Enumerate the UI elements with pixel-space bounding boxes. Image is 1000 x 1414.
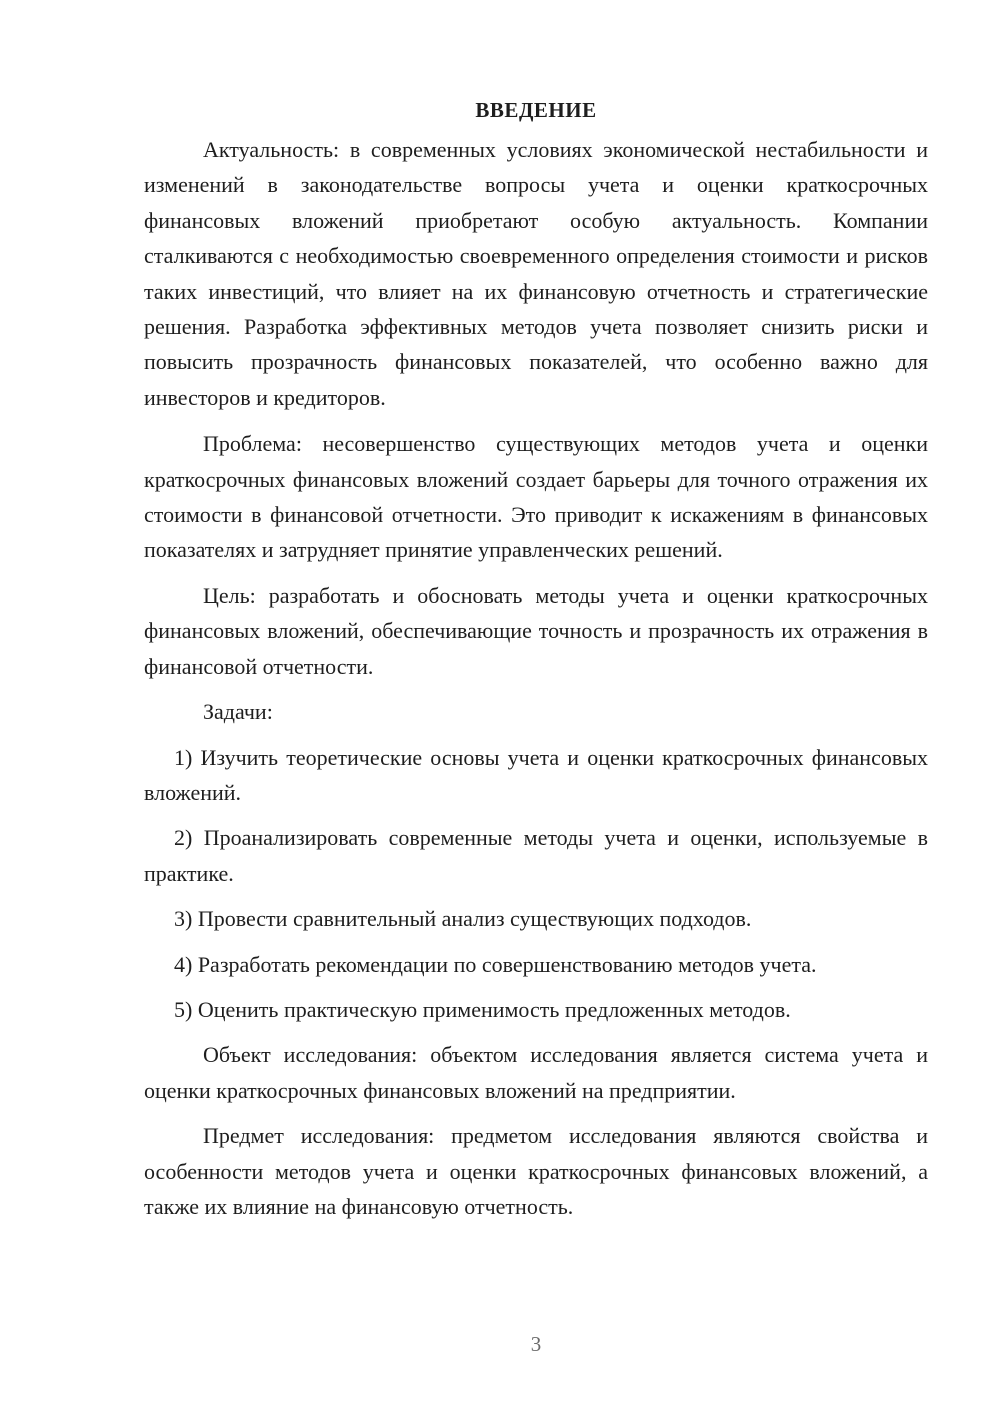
paragraph-subject: Предмет исследования: предметом исследования являются свойства и особенности методов учета и оценки краткосрочных финансовых вложений, а также их влияние на финансовую отчетность. xyxy=(144,1123,928,1219)
section-heading: ВВЕДЕНИЕ xyxy=(475,98,597,122)
task-item-2: 2) Проанализировать современные методы учета и оценки, используемые в практике. xyxy=(144,825,928,886)
task-item-5: 5) Оценить практическую применимость предложенных методов. xyxy=(174,996,791,1022)
task-item-1: 1) Изучить теоретические основы учета и оценки краткосрочных финансовых вложений. xyxy=(144,744,928,805)
paragraph-goal: Цель: разработать и обосновать методы учета и оценки краткосрочных финансовых вложений, обеспечивающие точность и прозрачность их отражения в финансовой отчетности. xyxy=(144,582,928,679)
page-number: 3 xyxy=(530,1332,542,1356)
page-content xyxy=(144,92,928,1234)
paragraph-object: Объект исследования: объектом исследования является система учета и оценки краткосрочных финансовых вложений на предприятии. xyxy=(144,1042,928,1103)
task-item-4: 4) Разработать рекомендации по совершенствованию методов учета. xyxy=(174,951,817,977)
tasks-label: Задачи: xyxy=(203,699,273,725)
task-item-3: 3) Провести сравнительный анализ существующих подходов. xyxy=(174,906,752,932)
paragraph-problem: Проблема: несовершенство существующих методов учета и оценки краткосрочных финансовых вложений создает барьеры для точного отражения их стоимости в финансовой отчетности. Это приводит к искажениям в финансовых показателях и затрудняет принятие управленческих решений. xyxy=(144,431,928,563)
paragraph-relevance: Актуальность: в современных условиях экономической нестабильности и изменений в законодательстве вопросы учета и оценки краткосрочных финансовых вложений приобретают особую актуальность. Компании сталкиваются с необходимостью своевременного определения стоимости и рисков таких инвестиций, что влияет на их финансовую отчетность и стратегические решения. Разработка эффективных методов учета позволяет снизить риски и повысить прозрачность финансовых показателей, что особенно важно для инвесторов и кредиторов. xyxy=(144,137,928,410)
